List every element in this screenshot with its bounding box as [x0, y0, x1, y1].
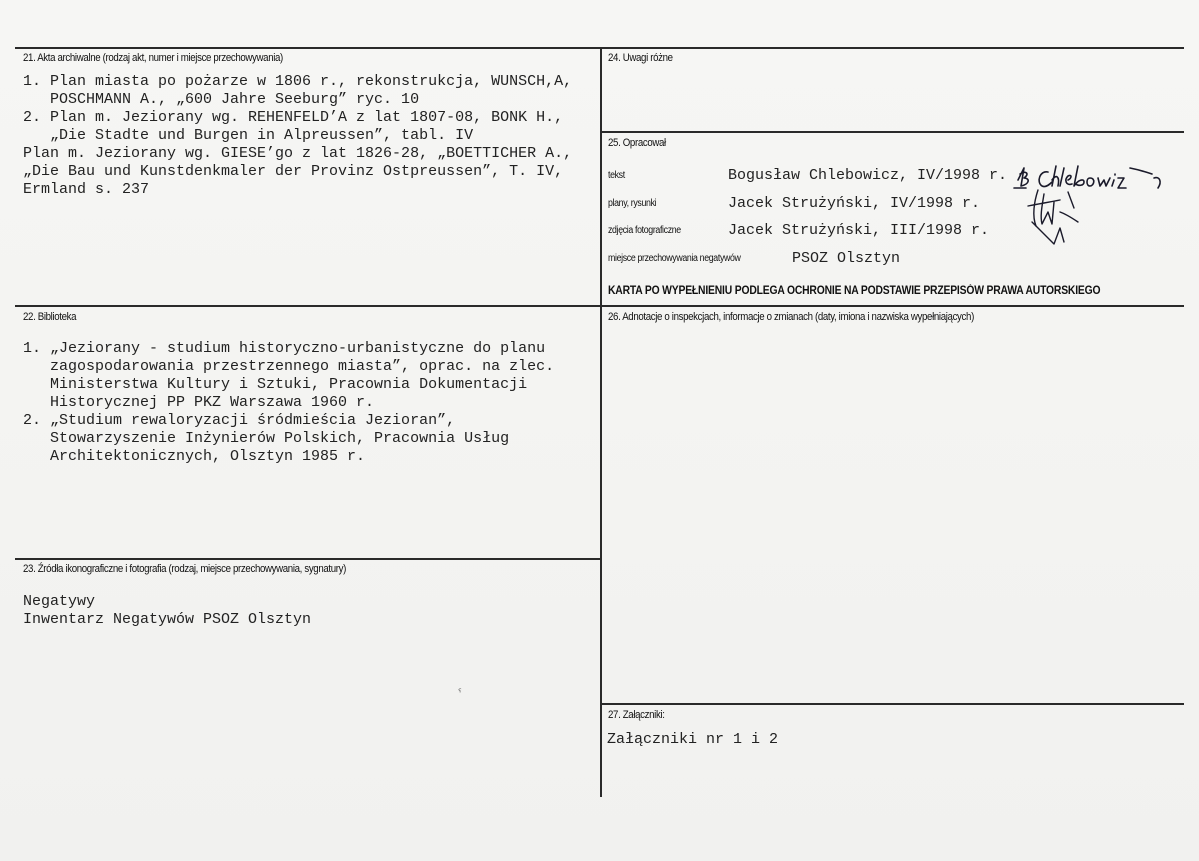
- storage-label: miejsce przechowywania negatywów: [608, 253, 741, 264]
- section-25-label: 25. Opracował: [608, 137, 666, 149]
- section-22-label: 22. Biblioteka: [23, 311, 77, 323]
- text-line: „Die Bau und Kunstdenkmaler der Provinz Ostpreussen”, T. IV,: [23, 163, 564, 180]
- text-line: POSCHMANN A., „600 Jahre Seeburg” ryc. 10: [23, 91, 420, 108]
- text-line: 2. Plan m. Jeziorany wg. REHENFELD’A z lat 1807-08, BONK H.,: [23, 109, 564, 126]
- section-21-label: 21. Akta archiwalne (rodzaj akt, numer i miejsce przechowywania): [23, 52, 283, 64]
- text-line: 1. „Jeziorany - studium historyczno-urbanistyczne do planu: [23, 340, 546, 357]
- rule-23: [15, 558, 601, 560]
- text-line: Inwentarz Negatywów PSOZ Olsztyn: [23, 611, 312, 628]
- row-key-plany: plany, rysunki: [608, 198, 657, 209]
- text-line: Negatywy: [23, 593, 96, 610]
- row-key-tekst: tekst: [608, 170, 625, 181]
- section-27-label: 27. Załączniki:: [608, 709, 665, 721]
- section-26-label: 26. Adnotacje o inspekcjach, informacje o zmianach (daty, imiona i nazwiska wypełniających): [608, 311, 974, 323]
- text-line: Ministerstwa Kultury i Sztuki, Pracownia Dokumentacji: [23, 376, 528, 393]
- text-line: 2. „Studium rewaloryzacji śródmieścia Jezioran”,: [23, 412, 456, 429]
- vertical-divider: [600, 47, 602, 797]
- rule-22: [15, 305, 1184, 307]
- signature-struzynski: [1020, 182, 1100, 252]
- text-line: Architektonicznych, Olsztyn 1985 r.: [23, 448, 366, 465]
- text-line: zagospodarowania przestrzennego miasta”, oprac. na zlec.: [23, 358, 555, 375]
- section-23-label: 23. Źródła ikonograficzne i fotografia (rodzaj, miejsce przechowywania, sygnatury): [23, 563, 347, 575]
- section-27-value: Załączniki nr 1 i 2: [607, 731, 779, 748]
- section-24-label: 24. Uwagi różne: [608, 52, 673, 64]
- row-value-zdjecia: Jacek Strużyński, III/1998 r.: [728, 222, 990, 239]
- text-line: Plan m. Jeziorany wg. GIESE’go z lat 1826-28, „BOETTICHER A.,: [23, 145, 573, 162]
- row-value-plany: Jacek Strużyński, IV/1998 r.: [728, 195, 981, 212]
- section-23-content: [23, 593, 311, 629]
- rule-27: [600, 703, 1184, 705]
- text-line: „Die Stadte und Burgen in Alpreussen”, tabl. IV: [23, 127, 474, 144]
- section-21-content: [23, 73, 572, 199]
- text-line: Ermland s. 237: [23, 181, 150, 198]
- rule-25: [600, 131, 1184, 133]
- row-value-tekst: Bogusław Chlebowicz, IV/1998 r.: [728, 167, 1008, 184]
- storage-value: PSOZ Olsztyn: [792, 250, 901, 267]
- text-line: Stowarzyszenie Inżynierów Polskich, Pracownia Usług: [23, 430, 510, 447]
- small-mark: ˤ: [458, 688, 462, 699]
- text-line: 1. Plan miasta po pożarze w 1806 r., rekonstrukcja, WUNSCH,A,: [23, 73, 573, 90]
- section-22-content: [23, 340, 554, 466]
- row-key-zdjecia: zdjęcia fotograficzne: [608, 225, 681, 236]
- text-line: Historycznej PP PKZ Warszawa 1960 r.: [23, 394, 375, 411]
- copyright-notice: KARTA PO WYPEŁNIENIU PODLEGA OCHRONIE NA PODSTAWIE PRZEPISÓW PRAWA AUTORSKIEGO: [608, 285, 1101, 297]
